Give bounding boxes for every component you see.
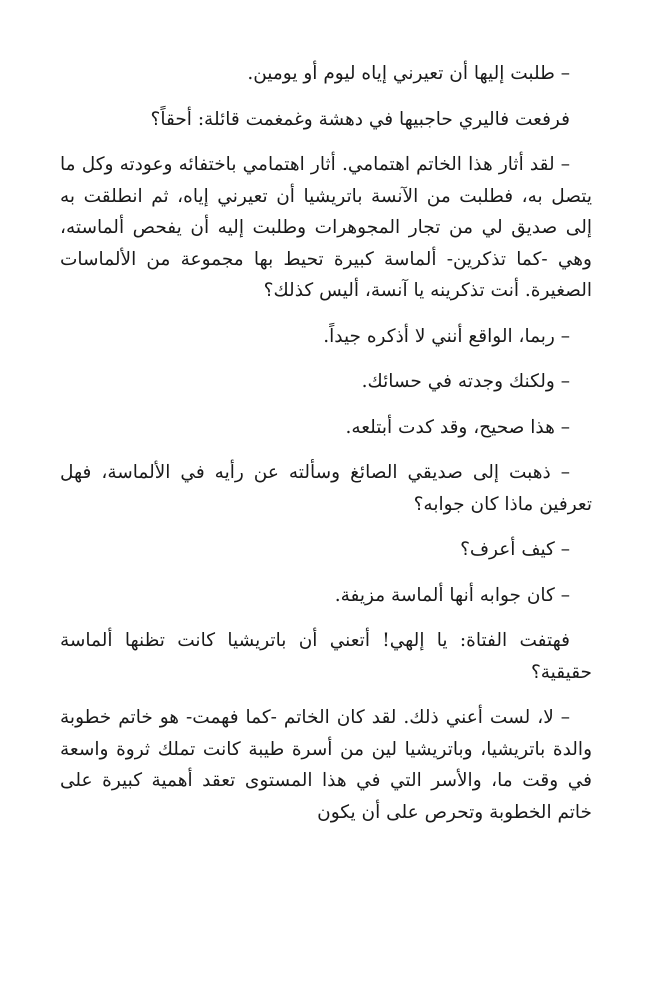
paragraph-9: – كان جوابه أنها ألماسة مزيفة. — [334, 584, 570, 606]
paragraph-1: – طلبت إليها أن تعيرني إياه ليوم أو يومين. — [247, 63, 570, 84]
paragraph-6: – هذا صحيح، وقد كدت أبتلعه. — [345, 416, 570, 438]
paragraph-3: – لقد أثار هذا الخاتم اهتمامي. أثار اهتمامي باختفائه وعودته وكل ما يتصل به، فطلبت من الآنسة باتريشيا أن تعيرني إياه، ثم انطلقت به إلى صديق لي من تجار المجوهرات وطلبت إليه أن يفحص ألماسته، وهي -كما تذكرين- ألماسة كبيرة تحيط بها مجموعة من الألماسات الصغيرة. أنت تذكرينه يا آنسة، أليس كذلك؟ — [60, 154, 592, 301]
paragraph-5: – ولكنك وجدته في حسائك. — [361, 371, 570, 392]
paragraph-10: فهتفت الفتاة: يا إلهي! أتعني أن باتريشيا كانت تظنها ألماسة حقيقية؟ — [60, 630, 592, 683]
paragraph-11: – لا، لست أعني ذلك. لقد كان الخاتم -كما فهمت- هو خاتم خطوبة والدة باتريشيا، وباتريشيا لين من أسرة طيبة كانت تملك ثروة واسعة في وقت ما، والأسر التي في هذا المستوى تعقد أهمية كبيرة على خاتم الخطوبة وتحرص على أن يكون — [60, 707, 592, 823]
page-text — [60, 58, 592, 842]
paragraph-8: – كيف أعرف؟ — [460, 539, 570, 560]
paragraph-2: فرفعت فاليري حاجبيها في دهشة وغمغمت قائلة: أحقاً؟ — [150, 108, 570, 130]
paragraph-7: – ذهبت إلى صديقي الصائغ وسألته عن رأيه في الألماسة، فهل تعرفين ماذا كان جوابه؟ — [60, 462, 592, 515]
paragraph-4: – ربما، الواقع أنني لا أذكره جيداً. — [323, 325, 570, 347]
